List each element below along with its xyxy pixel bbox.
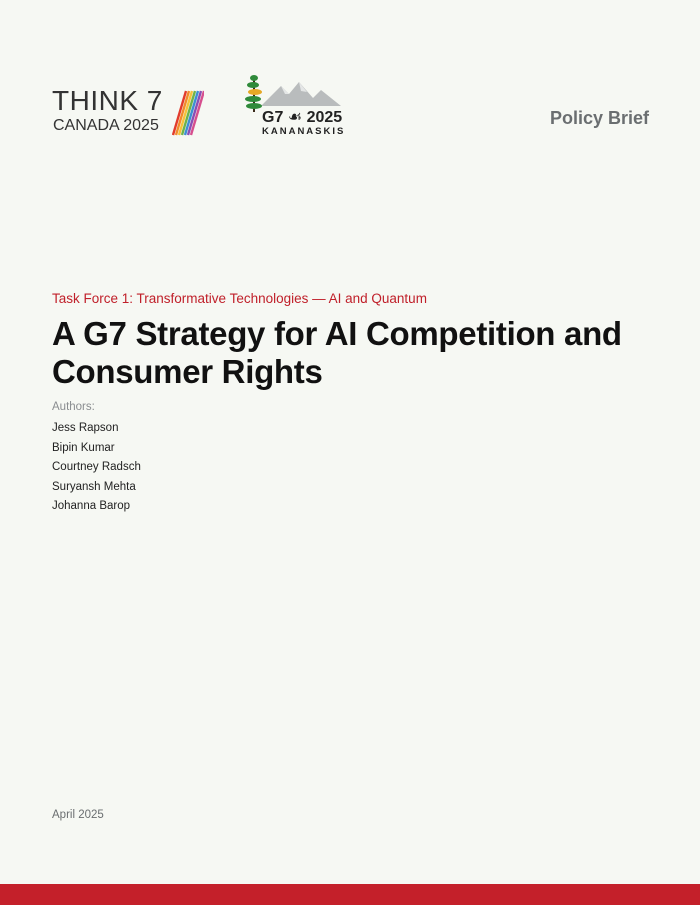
g7-year-label: G7 ☙ 2025 bbox=[262, 109, 343, 126]
task-force-label: Task Force 1: Transformative Technologies — AI and Quantum bbox=[52, 291, 427, 306]
authors-list bbox=[52, 419, 141, 517]
rainbow-stripes-icon bbox=[172, 89, 204, 137]
g7-kananaskis-logo bbox=[243, 72, 347, 138]
author-name: Johanna Barop bbox=[52, 500, 131, 512]
author-name: Courtney Radsch bbox=[52, 461, 141, 473]
publication-date: April 2025 bbox=[52, 809, 104, 821]
authors-label: Authors: bbox=[52, 401, 95, 413]
think7-wordmark: THINK 7 bbox=[52, 85, 163, 116]
author-name: Jess Rapson bbox=[52, 422, 119, 434]
footer-accent-bar bbox=[0, 884, 700, 905]
author-name: Bipin Kumar bbox=[52, 441, 115, 454]
mountain-tree-icon bbox=[243, 72, 347, 112]
think7-subtitle: CANADA 2025 bbox=[53, 117, 159, 134]
document-title: A G7 Strategy for AI Competition and Consumer Rights bbox=[52, 315, 622, 390]
document-type: Policy Brief bbox=[549, 108, 649, 128]
author-name: Suryansh Mehta bbox=[52, 480, 136, 493]
think7-logo bbox=[52, 87, 207, 137]
g7-location-label: KANANASKIS bbox=[262, 126, 346, 137]
